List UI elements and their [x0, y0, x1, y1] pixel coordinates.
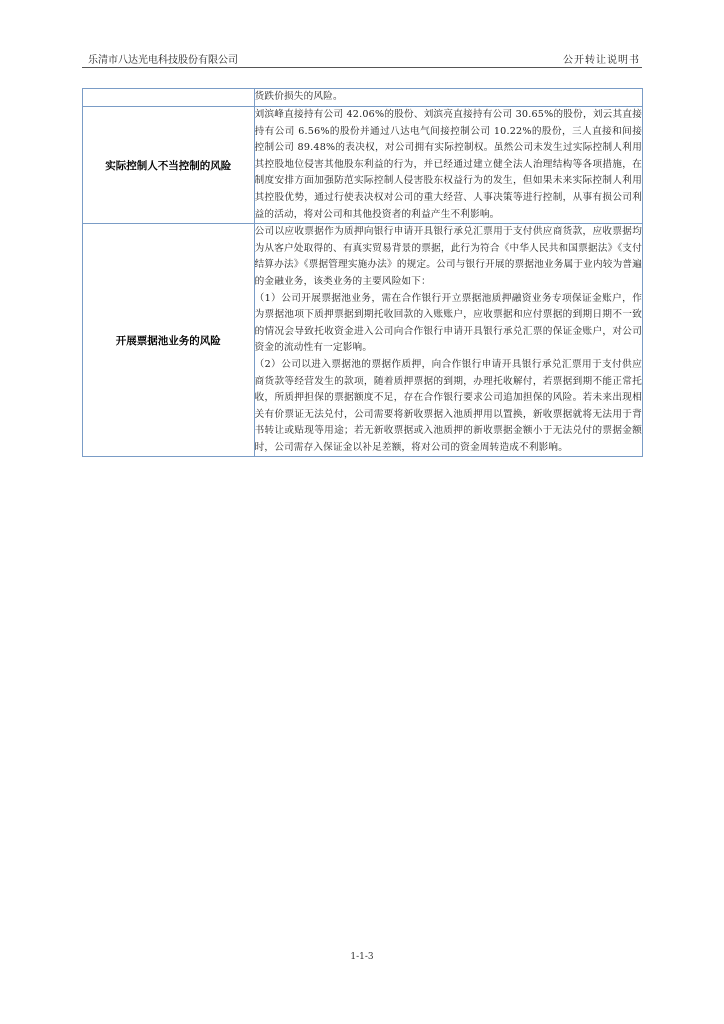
- risk-paragraph: 公司以应收票据作为质押向银行申请开具银行承兑汇票用于支付供应商货款，应收票据均为从客户处取得的、有真实贸易背景的票据，此行为符合《中华人民共和国票据法》《支付结算办法》《票据管理实施办法》的规定。公司与银行开展的票据池业务属于业内较为普遍的金融业务，该类业务的主要风险如下：: [254, 226, 642, 287]
- risk-paragraph: 刘滨峰直接持有公司 42.06%的股份、刘滨亮直接持有公司 30.65%的股份，刘云其直接持有公司 6.56%的股份并通过八达电气间接控制公司 10.22%的股份，三人直接和间接控制公司 89.48%的表决权，对公司拥有实际控制权。虽然公司未发生过实际控制人利用其控股地位侵害其他股东利益的行为，并已经通过建立健全法人治理结构等各项措施，在制度安排方面加强防范实际控制人侵害股东权益行为的发生，但如果未来实际控制人利用其控股优势，通过行使表决权对公司的重大经营、人事决策等进行控制，从事有损公司利益的活动，将对公司和其他投资者的利益产生不利影响。: [254, 109, 642, 220]
- header-company-name: 乐清市八达光电科技股份有限公司: [88, 55, 238, 66]
- page-number: 1-1-3: [350, 952, 374, 962]
- risk-description-cell: [254, 224, 642, 457]
- risk-name-cell: [83, 89, 255, 107]
- risk-description-cell: [254, 107, 642, 224]
- risk-factor-table: [82, 88, 643, 457]
- risk-paragraph: 货跌价损失的风险。: [254, 91, 343, 103]
- risk-name-cell: 开展票据池业务的风险: [83, 224, 255, 457]
- header-document-title: 公开转让说明书: [563, 55, 640, 66]
- header-divider: [82, 67, 642, 68]
- risk-name-cell: 实际控制人不当控制的风险: [83, 107, 255, 224]
- table-row: [83, 107, 643, 224]
- risk-paragraph: （2）公司以进入票据池的票据作质押，向合作银行申请开具银行承兑汇票用于支付供应商货款等经营发生的款项，随着质押票据的到期，办理托收解付，若票据到期不能正常托收，所质押担保的票据额度不足，存在合作银行要求公司追加担保的风险。若未来出现相关有价票证无法兑付，公司需要将新收票据入池质押用以置换，新收票据就将无法用于背书转让或贴现等用途；若无新收票据或入池质押的新收票据金额小于无法兑付的票据金额时，公司需存入保证金以补足差额，将对公司的资金周转造成不利影响。: [254, 358, 642, 453]
- risk-description-cell: [254, 89, 642, 107]
- table-row: [83, 224, 643, 457]
- risk-paragraph: （1）公司开展票据池业务，需在合作银行开立票据池质押融资业务专项保证金账户，作为票据池项下质押票据到期托收回款的入账账户，应收票据和应付票据的到期日期不一致的情况会导致托收资金进入公司向合作银行申请开具银行承兑汇票的保证金账户，对公司资金的流动性有一定影响。: [254, 292, 642, 354]
- table-row: [83, 89, 643, 107]
